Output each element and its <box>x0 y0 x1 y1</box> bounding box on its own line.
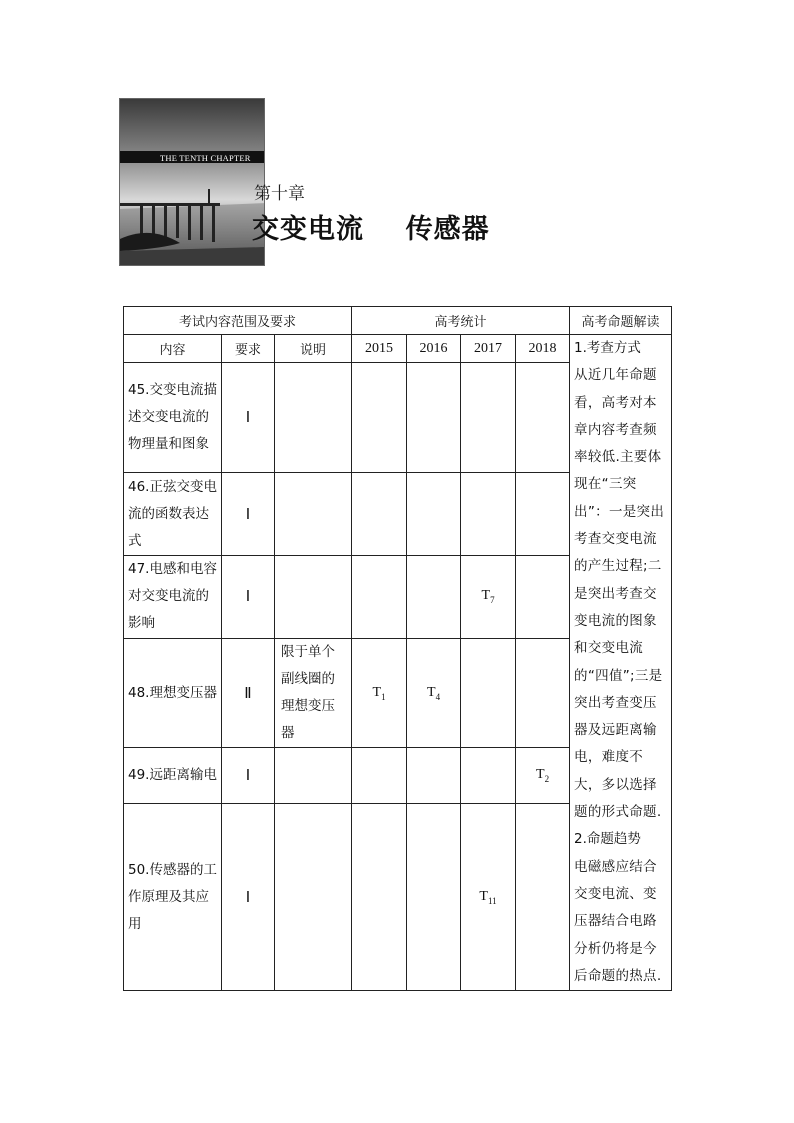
row-content: 48.理想变压器 <box>124 638 222 747</box>
row-requirement: Ⅰ <box>222 804 275 991</box>
row-mark-2017: $T_7$ <box>461 555 516 638</box>
row-mark-2016: $T_4$ <box>407 638 461 747</box>
row-mark-2017 <box>461 748 516 804</box>
row-mark-2016 <box>407 473 461 555</box>
row-mark-2015 <box>352 748 407 804</box>
row-mark-2018 <box>516 638 570 747</box>
header-analysis: 高考命题解读 <box>570 307 672 335</box>
row-mark-2018 <box>516 555 570 638</box>
row-note <box>275 748 352 804</box>
row-mark-2018 <box>516 363 570 473</box>
chapter-number: 第十章 <box>254 184 305 204</box>
row-note <box>275 363 352 473</box>
row-mark-2018 <box>516 804 570 991</box>
row-requirement: Ⅰ <box>222 363 275 473</box>
row-mark-2018 <box>516 473 570 555</box>
row-content: 50.传感器的工作原理及其应用 <box>124 804 222 991</box>
pier-photo <box>120 99 265 266</box>
row-note <box>275 473 352 555</box>
row-content: 49.远距离输电 <box>124 748 222 804</box>
cover-caption: THE TENTH CHAPTER <box>160 153 251 163</box>
subheader-note: 说明 <box>275 335 352 363</box>
row-mark-2017 <box>461 473 516 555</box>
row-note <box>275 555 352 638</box>
row-mark-2017 <box>461 363 516 473</box>
row-mark-2016 <box>407 804 461 991</box>
year-2017: 2017 <box>461 335 516 363</box>
analysis-text-1: 从近几年命题看，高考对本章内容考查频率较低.主要体现在“三突出”：一是突出考查交变电流的产生过程;二是突出考查交变电流的图象和交变电流的“四值”;三是突出考查变压器及远距离输电，难度不大，多以选择题的形式命题. <box>574 367 665 821</box>
header-stats: 高考统计 <box>352 307 570 335</box>
row-mark-2015 <box>352 804 407 991</box>
row-requirement: Ⅰ <box>222 748 275 804</box>
subheader-requirement: 要求 <box>222 335 275 363</box>
year-2018: 2018 <box>516 335 570 363</box>
year-2015: 2015 <box>352 335 407 363</box>
row-requirement: Ⅱ <box>222 638 275 747</box>
analysis-text-2: 电磁感应结合交变电流、变压器结合电路分析仍将是今后命题的热点. <box>574 858 662 984</box>
row-note: 限于单个副线圈的理想变压器 <box>275 638 352 747</box>
chapter-title: 交变电流 传感器 <box>252 214 490 245</box>
chapter-cover-image <box>119 98 265 266</box>
row-mark-2016 <box>407 555 461 638</box>
row-content: 47.电感和电容对交变电流的影响 <box>124 555 222 638</box>
exam-table <box>123 306 672 991</box>
analysis-heading-1: 1.考查方式 <box>574 340 641 356</box>
row-mark-2016 <box>407 363 461 473</box>
row-mark-2015: $T_1$ <box>352 638 407 747</box>
header-scope: 考试内容范围及要求 <box>124 307 352 335</box>
row-requirement: Ⅰ <box>222 555 275 638</box>
year-2016: 2016 <box>407 335 461 363</box>
row-mark-2015 <box>352 363 407 473</box>
row-mark-2018: $T_2$ <box>516 748 570 804</box>
row-note <box>275 804 352 991</box>
row-mark-2016 <box>407 748 461 804</box>
analysis-cell <box>570 335 672 991</box>
analysis-heading-2: 2.命题趋势 <box>574 831 641 848</box>
row-content: 45.交变电流描述交变电流的物理量和图象 <box>124 363 222 473</box>
row-mark-2015 <box>352 555 407 638</box>
row-content: 46.正弦交变电流的函数表达式 <box>124 473 222 555</box>
row-mark-2017: $T_{11}$ <box>461 804 516 991</box>
subheader-content: 内容 <box>124 335 222 363</box>
row-mark-2015 <box>352 473 407 555</box>
row-requirement: Ⅰ <box>222 473 275 555</box>
row-mark-2017 <box>461 638 516 747</box>
